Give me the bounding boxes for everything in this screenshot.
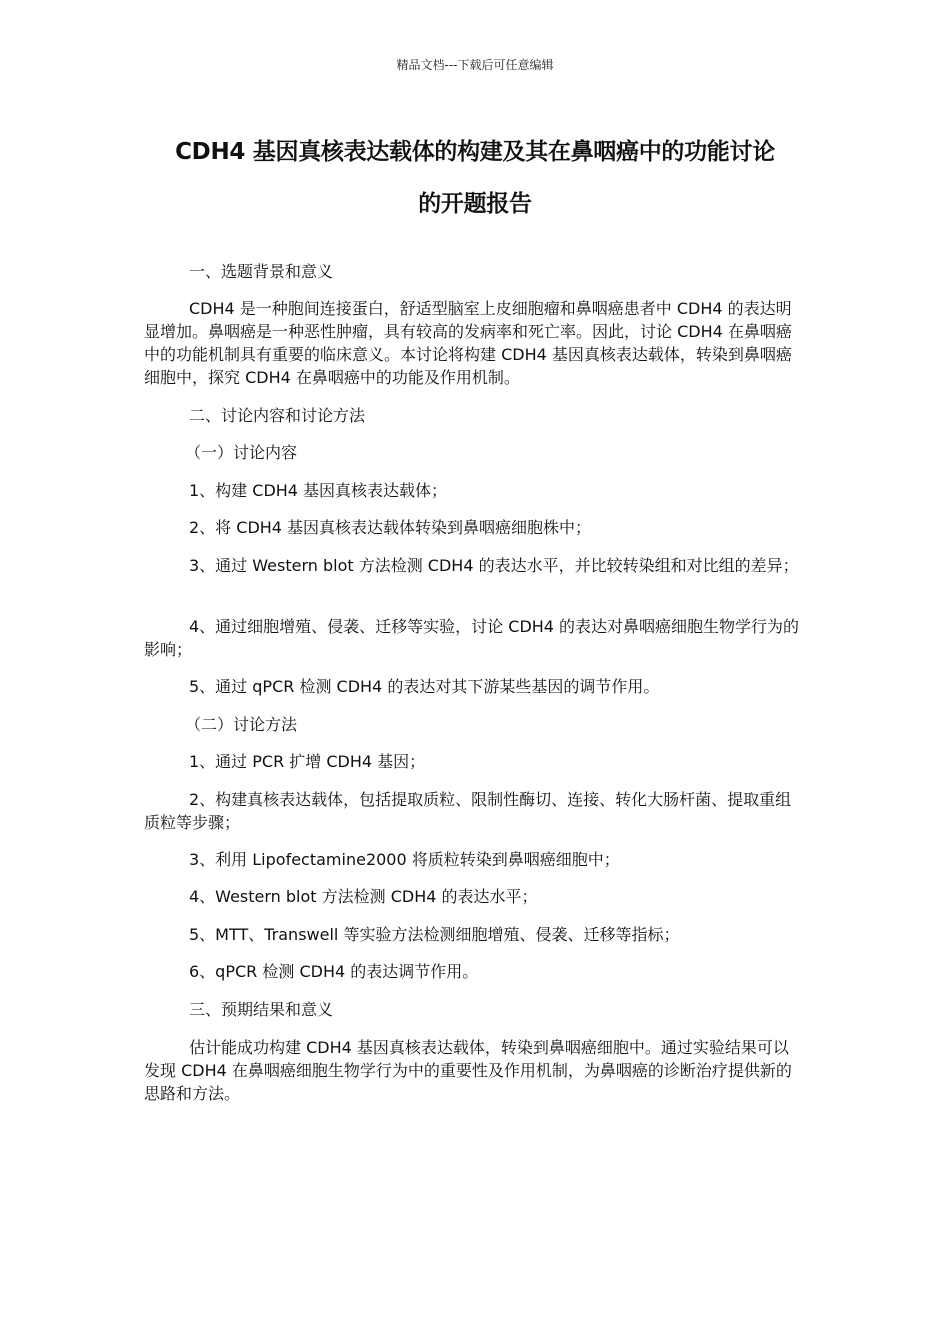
method-item-1: 1、通过 PCR 扩增 CDH4 基因； xyxy=(189,752,426,771)
section-1-heading: 一、选题背景和意义 xyxy=(189,262,334,281)
method-item-2: 2、构建真核表达载体，包括提取质粒、限制性酶切、连接、转化大肠杆菌、提取重组质粒等步骤； xyxy=(144,790,792,832)
page-header-note: 精品文档---下载后可任意编辑 xyxy=(396,58,554,72)
content-item-2: 2、将 CDH4 基因真核表达载体转染到鼻咽癌细胞株中； xyxy=(189,518,592,537)
section-2-heading: 二、讨论内容和讨论方法 xyxy=(189,406,366,425)
method-item-5: 5、MTT、Transwell 等实验方法检测细胞增殖、侵袭、迁移等指标； xyxy=(189,925,680,944)
content-item-1: 1、构建 CDH4 基因真核表达载体； xyxy=(189,481,448,500)
section-1-body: CDH4 是一种胞间连接蛋白，舒适型脑室上皮细胞瘤和鼻咽癌患者中 CDH4 的表达明显增加。鼻咽癌是一种恶性肿瘤，具有较高的发病率和死亡率。因此，讨论 CDH4 在鼻咽癌中的功能机制具有重要的临床意义。本讨论将构建 CDH4 基因真核表达载体，转染到鼻咽癌细胞中，探究 CDH4 在鼻咽癌中的功能及作用机制。 xyxy=(144,299,792,387)
section-3-body: 估计能成功构建 CDH4 基因真核表达载体，转染到鼻咽癌细胞中。通过实验结果可以发现 CDH4 在鼻咽癌细胞生物学行为中的重要性及作用机制，为鼻咽癌的诊断治疗提供新的思路和方法。 xyxy=(144,1038,792,1103)
content-item-5: 5、通过 qPCR 检测 CDH4 的表达对其下游某些基因的调节作用。 xyxy=(189,677,660,696)
method-item-4: 4、Western blot 方法检测 CDH4 的表达水平； xyxy=(189,887,538,906)
section-2-subheading-content: （一）讨论内容 xyxy=(185,443,298,462)
document-title-line-1: CDH4 基因真核表达载体的构建及其在鼻咽癌中的功能讨论 xyxy=(175,139,775,165)
section-2-subheading-methods: （二）讨论方法 xyxy=(185,715,298,734)
content-item-3: 3、通过 Western blot 方法检测 CDH4 的表达水平，并比较转染组和对比组的差异； xyxy=(189,556,799,575)
document-title-line-2: 的开题报告 xyxy=(418,191,532,217)
method-item-6: 6、qPCR 检测 CDH4 的表达调节作用。 xyxy=(189,962,479,981)
section-3-heading: 三、预期结果和意义 xyxy=(189,1000,334,1019)
method-item-3: 3、利用 Lipofectamine2000 将质粒转染到鼻咽癌细胞中； xyxy=(189,850,620,869)
content-item-4: 4、通过细胞增殖、侵袭、迁移等实验，讨论 CDH4 的表达对鼻咽癌细胞生物学行为的影响； xyxy=(144,617,800,659)
